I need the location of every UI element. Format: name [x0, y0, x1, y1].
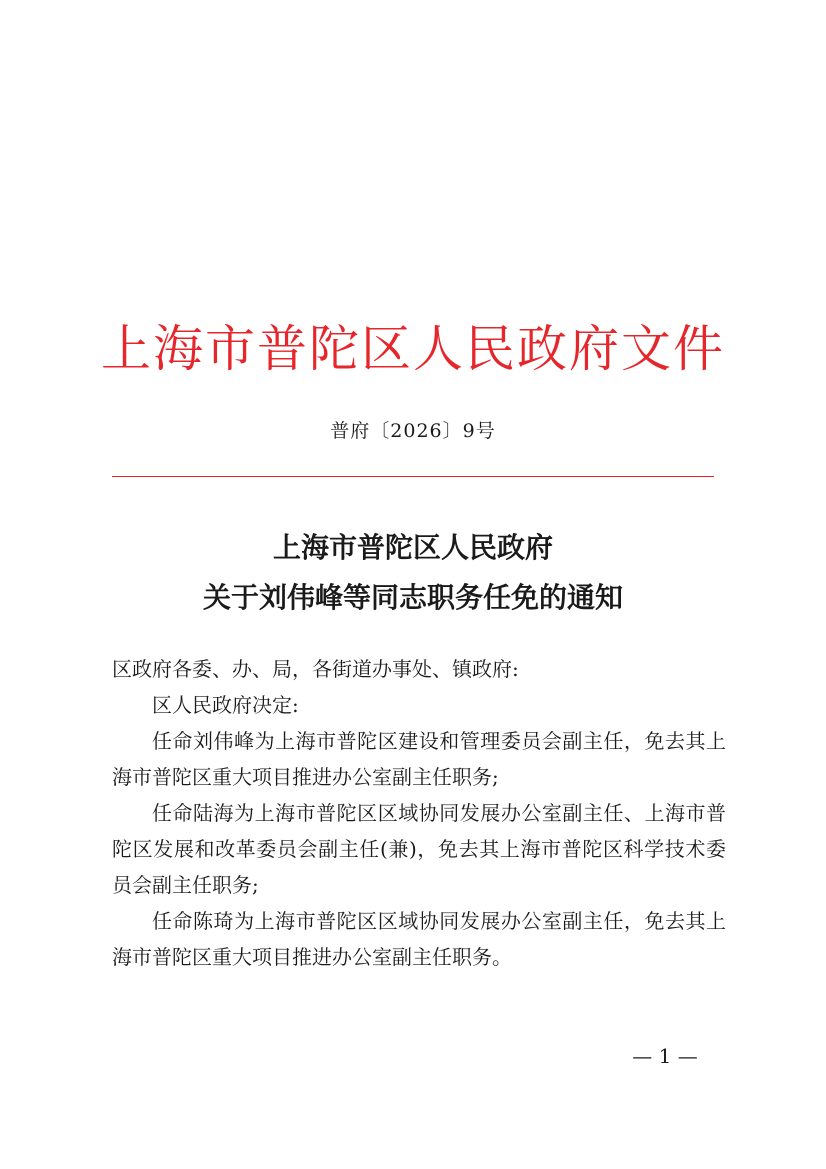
notice-body: [112, 651, 726, 975]
document-masthead: 上海市普陀区人民政府文件: [101, 320, 725, 378]
notice-salutation: 区政府各委、办、局，各街道办事处、镇政府:: [112, 657, 519, 681]
page-number: — 1 —: [632, 1044, 698, 1068]
notice-paragraph: 任命陆海为上海市普陀区区域协同发展办公室副主任、上海市普陀区发展和改革委员会副主任(兼)，免去其上海市普陀区科学技术委员会副主任职务;: [112, 801, 726, 897]
document-number: 普府〔2026〕9号: [330, 420, 496, 442]
notice-title-line-2: 关于刘伟峰等同志职务任免的通知: [202, 581, 623, 614]
notice-paragraph: 区人民政府决定:: [152, 693, 299, 717]
masthead-red-divider: [112, 476, 714, 477]
notice-title-line-1: 上海市普陀区人民政府: [272, 531, 553, 564]
notice-paragraph: 任命陈琦为上海市普陀区区域协同发展办公室副主任，免去其上海市普陀区重大项目推进办公室副主任职务。: [112, 909, 726, 969]
notice-paragraph: 任命刘伟峰为上海市普陀区建设和管理委员会副主任，免去其上海市普陀区重大项目推进办公室副主任职务;: [112, 729, 726, 789]
